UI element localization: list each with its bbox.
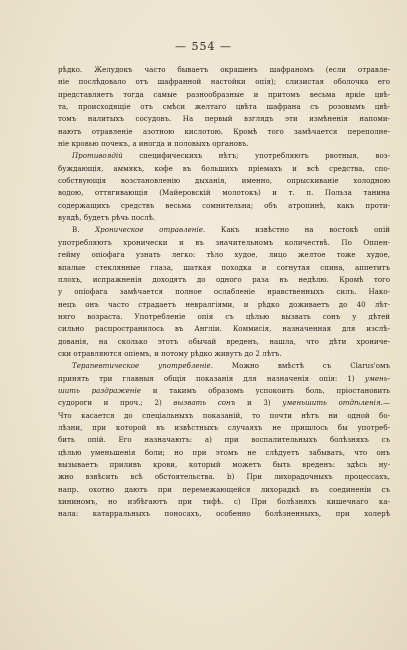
text-run: вызываетъ приливъ крови, который можетъ быть вреденъ: здѣсь ну- [58, 460, 390, 469]
text-run: у опіофага замѣчается полное ослабленіе нравственныхъ силъ. Нако- [58, 287, 390, 297]
text-run: специфическихъ нѣтъ; употребляютъ рвотныя, воз- [122, 151, 390, 161]
text-line [58, 336, 390, 348]
text-run: Что касается до спеціальныхъ показаній, то почти нѣтъ ни одной бо- [58, 410, 390, 420]
text-line [58, 76, 390, 88]
text-line [58, 397, 390, 409]
text-line [58, 187, 390, 199]
text-line [58, 299, 390, 311]
text-line [58, 459, 390, 471]
text-run: впалые стеклянные глаза, шаткая походка и согнутая спина, аппетитъ [58, 262, 390, 272]
text-line [58, 311, 390, 323]
text-line [58, 422, 390, 434]
text-line [58, 484, 390, 496]
text-run: и 3) [235, 398, 283, 408]
italic-text: Противоядій [72, 151, 123, 161]
text-run: судороги и проч.; 2) [58, 398, 174, 408]
text-line [58, 434, 390, 446]
text-line [58, 360, 390, 372]
text-run: дованія, на сколько этотъ обычай вреденъ, нашла, что дѣти хрониче- [58, 336, 390, 346]
text-line [58, 385, 390, 397]
text-run: та, происходящіе отъ смѣси желтаго цвѣта шафрана съ розовымъ цвѣ- [58, 102, 390, 112]
text-line [58, 237, 390, 249]
text-run: употребляютъ хронически и въ значительномъ количествѣ. По Оппен- [58, 237, 390, 247]
text-run: ніе послѣдовало отъ шафранной настойки опія); слизистая оболочка его [58, 77, 390, 87]
text-run: лѣзни, при которой въ извѣстныхъ случаяхъ не пришлось бы употреб- [58, 422, 390, 432]
text-run: буждающія, аммякъ, кофе въ большихъ пріемахъ и всѣ средства, спо- [58, 163, 390, 173]
text-run: водою, оттягивающія (Майеровскій молотокъ) и т. п. Польза танина [58, 188, 390, 198]
text-line [58, 508, 390, 520]
text-run: рѣдко. Желудокъ часто бываетъ окрашенъ шафраномъ (если отравле- [58, 65, 390, 74]
text-line [58, 323, 390, 335]
text-line [58, 249, 390, 261]
text-run: содержащихъ средствъ весьма сомнительна; объ атропинѣ, какъ проти- [58, 200, 390, 210]
text-run: принять три главныя общія показанія для назначенія опія: 1) [58, 373, 365, 383]
text-run: хининомъ, но избѣгаютъ при тифѣ. c) При болѣзняхъ кишечнаго ка- [58, 497, 390, 507]
text-run: бить опій. Его назначаютъ: а) при воспалительныхъ болѣзняхъ съ [58, 435, 390, 445]
text-run: и такимъ образомъ успокоить боль, пріостановить [140, 385, 390, 395]
text-line [58, 373, 390, 385]
italic-text: Терапевтическое употребленіе. [72, 361, 213, 371]
text-run: плохъ, испражненія доходятъ до одного раза въ недѣлю. Кромѣ того [58, 274, 390, 284]
italic-text: Хроническое отравленіе. [95, 225, 206, 235]
text-run: Можно вмѣстѣ съ Clarus'омъ [212, 361, 390, 371]
text-line [58, 163, 390, 175]
text-line [58, 64, 390, 76]
text-line [58, 126, 390, 138]
text-run: напр. охотно даютъ при перемежающейся лихорадкѣ въ соединеніи съ [58, 484, 390, 494]
text-run: наютъ отравленіе азотною кислотою. Кромѣ того замѣчается переполне- [58, 126, 390, 136]
italic-text: уменьшить отдѣленія. [282, 398, 383, 408]
text-run: нецъ онъ часто страдаетъ невралгіями, и рѣдко доживаетъ до 40 лѣт- [58, 299, 390, 309]
text-run: ніе кровью почекъ, а иногда и половыхъ органовъ. [58, 139, 249, 149]
text-line [58, 286, 390, 298]
text-line [58, 138, 390, 150]
text-line [58, 113, 390, 125]
text-line [58, 150, 390, 162]
text-line [58, 348, 390, 360]
text-run: собствующія возстановленію дыханія, именно, опрыскиваніе холодною [58, 176, 390, 186]
text-line [58, 262, 390, 274]
text-line [58, 496, 390, 508]
text-line [58, 224, 390, 236]
text-line [58, 471, 390, 483]
text-line [58, 200, 390, 212]
italic-text: умень- [364, 373, 390, 383]
text-run: В. [72, 225, 96, 235]
text-line [58, 274, 390, 286]
page-number: — 554 — [175, 40, 232, 53]
page-body-text [58, 64, 390, 521]
text-run: сильно распространилось въ Англіи. Коммисія, назначенная для изслѣ- [58, 324, 390, 334]
text-run: томъ налитыхъ сосудовъ. На первый взглядъ эти измѣненія напоми- [58, 114, 390, 124]
italic-text: вызвать сонъ [173, 398, 236, 408]
text-line [58, 101, 390, 113]
text-line [58, 447, 390, 459]
italic-text: шить раздраженіе [58, 385, 141, 395]
text-run: гейму опіофага узнать легко: тѣло худое, лицо желтое тоже худое, [58, 250, 390, 260]
text-run: цѣлью уменьшенія боли; но при этомъ не слѣдуетъ забывать, что онъ [58, 447, 390, 457]
text-run: Какъ извѣстно на востокѣ опій [205, 225, 390, 235]
text-line [58, 212, 390, 224]
text-run: жно взвѣсить всѣ обстоятельства. b) При лихорадочныхъ процессахъ, [58, 472, 390, 482]
text-run: вуядѣ, будетъ рѣчь послѣ. [58, 213, 156, 223]
text-line [58, 410, 390, 422]
text-run: — [382, 398, 390, 408]
text-line [58, 175, 390, 187]
text-run: няго возраста. Употребленіе опія съ цѣлью вызвать сонъ у дѣтей [58, 311, 390, 321]
text-run: нала: катарральныхъ поносахъ, особенно болѣзненныхъ, при холерѣ [58, 509, 390, 519]
text-run: ски отравляются опіемъ, и потому рѣдко живутъ до 2 лѣтъ. [58, 348, 282, 358]
text-run: представляетъ тогда самые разнообразные и притомъ весьма яркіе цвѣ- [58, 89, 390, 99]
text-line [58, 89, 390, 101]
